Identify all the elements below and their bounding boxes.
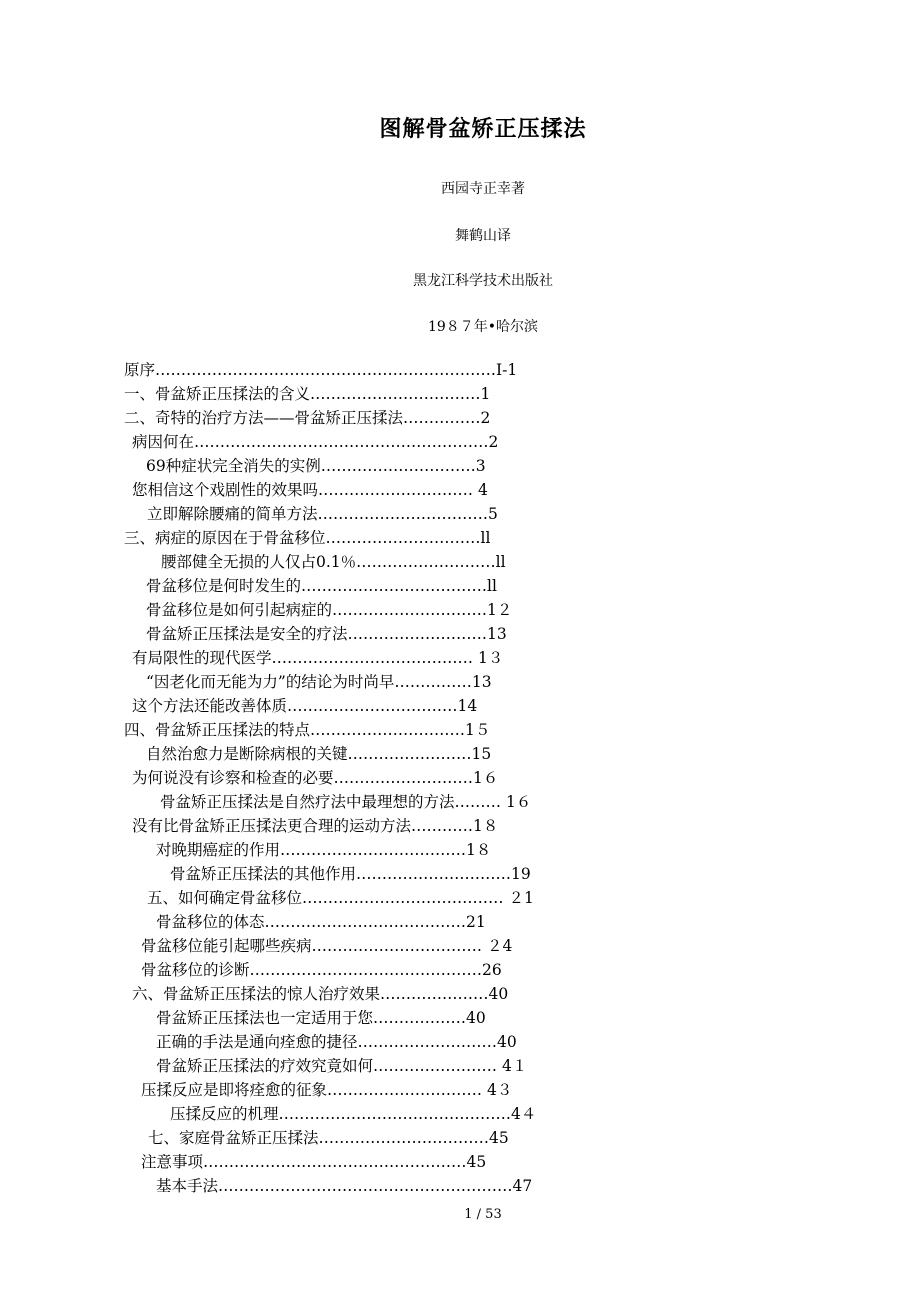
toc-entry-leader-dots: ………… [411,817,474,835]
toc-entry-page: 13 [471,673,492,691]
toc-entry [132,982,508,1006]
toc-entry [147,886,534,910]
toc-entry-leader-dots: ………………………………………………… [194,433,489,451]
toc-entry-title: 七、家庭骨盆矫正压揉法 [148,1129,319,1147]
toc-entry-leader-dots: ………………………… [320,457,476,475]
toc-entry-leader-dots: ……………………………… [301,577,488,595]
toc-entry-page: ２1 [508,889,534,907]
toc-entry-page: 26 [482,961,502,979]
toc-entry [146,622,507,646]
toc-entry [160,790,531,814]
toc-entry-leader-dots: …………………………… [311,937,487,955]
toc-entry-title: 病因何在 [132,433,195,451]
toc-entry-title: 基本手法 [156,1177,219,1195]
toc-entry-leader-dots: ……… [454,793,506,811]
toc-entry [124,718,490,742]
toc-entry-title: 注意事项 [141,1153,204,1171]
toc-entry [141,958,502,982]
toc-entry-title: 69种症状完全消失的实例 [146,457,321,475]
toc-entry-leader-dots: ………………………… [325,529,481,547]
publication-date-line: 19８７年•哈尔滨 [427,319,539,335]
toc-entry-title: 骨盆矫正压揉法的疗效究竟如何 [156,1057,374,1075]
toc-entry-leader-dots: ………………… [380,985,489,1003]
toc-entry [124,406,490,430]
toc-entry [156,910,486,934]
toc-entry-page: 1 [480,385,491,403]
toc-entry-page: 14 [457,697,478,715]
toc-entry-page: 4４ [511,1105,537,1123]
toc-entry [146,670,492,694]
toc-entry-page: 4１ [501,1057,528,1075]
toc-entry-leader-dots: …………………………… [317,505,489,523]
toc-entry-leader-dots: ………………………… [327,1081,487,1099]
toc-entry [146,574,497,598]
toc-entry-page: 1８ [473,817,499,835]
document-title: 图解骨盆矫正压揉法 [379,117,587,142]
toc-entry [146,454,486,478]
toc-entry-title: 压揉反应是即将痊愈的征象 [141,1081,328,1099]
toc-entry [156,1030,517,1054]
toc-entry-page: 2 [488,433,499,451]
toc-entry-title: 为何说没有诊察和检查的必要 [132,769,334,787]
toc-entry-title: 五、如何确定骨盆移位 [147,889,303,907]
toc-entry-page: 1５ [465,721,491,739]
toc-entry [170,862,531,886]
toc-entry [132,430,498,454]
toc-entry [132,814,498,838]
toc-entry-leader-dots: ………………………………………………………… [155,361,497,379]
toc-entry-title: 一、骨盆矫正压揉法的含义 [124,385,311,403]
toc-entry-title: 三、病症的原因在于骨盆移位 [124,529,326,547]
toc-entry-page: 15 [471,745,492,763]
toc-entry-leader-dots: ………………………… [318,481,478,499]
toc-entry-leader-dots: …………………………… [318,1129,490,1147]
toc-entry [132,694,477,718]
toc-entry-title: 骨盆移位是如何引起病症的 [146,601,333,619]
toc-entry-title: “因老化而无能为力”的结论为时尚早 [146,673,395,691]
toc-entry-leader-dots: ……………………… [347,625,488,643]
toc-entry-page: 47 [512,1177,533,1195]
toc-entry-title: 腰部健全无损的人仅占0.1％ [161,553,357,571]
toc-entry-leader-dots: ………………………… [356,865,512,883]
toc-entry-title: 骨盆移位能引起哪些疾病 [141,937,312,955]
toc-entry-leader-dots: ……………………… [357,1033,498,1051]
toc-entry [161,550,506,574]
toc-entry-page: 21 [466,913,486,931]
toc-entry-leader-dots: ……………… [373,1009,467,1027]
toc-entry-page: 1３ [477,649,504,667]
toc-entry-page: ll [487,577,497,595]
toc-entry-page: ll [495,553,506,571]
translator-line: 舞鹤山译 [455,228,511,244]
toc-entry-page: Ⅰ-1 [496,361,518,379]
toc-entry-leader-dots: …………………… [347,745,472,763]
toc-entry-leader-dots: …………………………… [287,697,458,715]
toc-entry [124,358,517,382]
toc-entry-title: 正确的手法是通向痊愈的捷径 [156,1033,358,1051]
publisher-line: 黑龙江科学技术出版社 [413,273,553,289]
toc-entry-title: 自然治愈力是断除病根的关键 [146,745,348,763]
toc-entry [124,526,490,550]
toc-entry-title: 二、奇特的治疗方法——骨盆矫正压揉法 [124,409,404,427]
toc-entry-page: 40 [466,1009,486,1027]
toc-entry [156,838,491,862]
page-number-indicator: 1 / 53 [464,1207,502,1222]
toc-entry-leader-dots: ……………………… [333,769,474,787]
toc-entry [148,1126,509,1150]
toc-entry-leader-dots: …………………… [373,1057,502,1075]
toc-entry-leader-dots: ……………………………………… [249,961,483,979]
toc-entry-title: 这个方法还能改善体质 [132,697,288,715]
toc-entry-leader-dots: …………………………………………… [203,1153,467,1171]
toc-entry-title: 骨盆矫正压揉法是安全的疗法 [146,625,348,643]
toc-entry-title: 对晚期癌症的作用 [156,841,281,859]
toc-entry-page: 40 [488,985,509,1003]
toc-entry [156,1006,486,1030]
toc-entry-leader-dots: ……………………………… [280,841,467,859]
toc-entry-leader-dots: ………………………………… [264,913,467,931]
toc-entry-leader-dots: ………………………………… [271,649,478,667]
toc-entry-title: 没有比骨盆矫正压揉法更合理的运动方法 [132,817,412,835]
toc-entry-leader-dots: ……………………………………… [278,1105,512,1123]
toc-entry-title: 骨盆矫正压揉法的其他作用 [170,865,357,883]
toc-entry [146,598,512,622]
toc-entry-page: 3 [475,457,486,475]
toc-entry-page: 1６ [505,793,532,811]
toc-entry-page: 1６ [473,769,499,787]
toc-entry [141,1150,486,1174]
toc-entry-leader-dots: …………………………… [310,385,481,403]
toc-entry-title: 六、骨盆矫正压揉法的惊人治疗效果 [132,985,381,1003]
toc-entry-title: 骨盆矫正压揉法是自然疗法中最理想的方法 [160,793,455,811]
toc-entry-page: 4３ [486,1081,513,1099]
toc-entry-page: 13 [487,625,507,643]
toc-entry-page: ２4 [486,937,513,955]
toc-entry-page: 5 [488,505,498,523]
toc-entry-title: 骨盆移位的体态 [156,913,265,931]
toc-entry [170,1102,536,1126]
toc-entry-title: 原序 [124,361,156,379]
toc-entry-title: 有局限性的现代医学 [132,649,272,667]
toc-entry-leader-dots: ………………………… [310,721,466,739]
toc-entry-title: 四、骨盆矫正压揉法的特点 [124,721,311,739]
toc-entry [132,646,503,670]
toc-entry-leader-dots: …………… [394,673,472,691]
toc-entry-page: ll [480,529,491,547]
toc-entry [141,1078,512,1102]
toc-entry-page: 4 [477,481,488,499]
toc-entry [156,1054,527,1078]
toc-entry-page: 2 [480,409,491,427]
toc-entry-title: 骨盆移位的诊断 [141,961,250,979]
toc-entry-leader-dots: ………………………… [332,601,488,619]
toc-entry-title: 骨盆移位是何时发生的 [146,577,302,595]
author-line: 西园寺正幸著 [441,181,525,197]
toc-entry-title: 压揉反应的机理 [170,1105,279,1123]
toc-entry [147,502,498,526]
toc-entry [156,1174,532,1198]
toc-entry-page: 19 [511,865,531,883]
toc-entry-title: 立即解除腰痛的简单方法 [147,505,318,523]
toc-entry [141,934,512,958]
toc-entry-page: 1８ [466,841,492,859]
toc-entry-leader-dots: ………………………………………………… [218,1177,513,1195]
toc-entry-page: 40 [497,1033,517,1051]
toc-entry [132,478,488,502]
toc-entry [146,742,491,766]
toc-entry-title: 骨盆矫正压揉法也一定适用于您 [156,1009,374,1027]
toc-entry-page: 45 [466,1153,487,1171]
toc-entry-page: 1２ [487,601,513,619]
toc-entry-leader-dots: ……………………… [356,553,496,571]
toc-entry [132,766,498,790]
toc-entry [124,382,490,406]
toc-entry-leader-dots: ………………………………… [302,889,509,907]
toc-entry-leader-dots: …………… [403,409,481,427]
toc-entry-title: 您相信这个戏剧性的效果吗 [132,481,319,499]
toc-entry-page: 45 [489,1129,509,1147]
